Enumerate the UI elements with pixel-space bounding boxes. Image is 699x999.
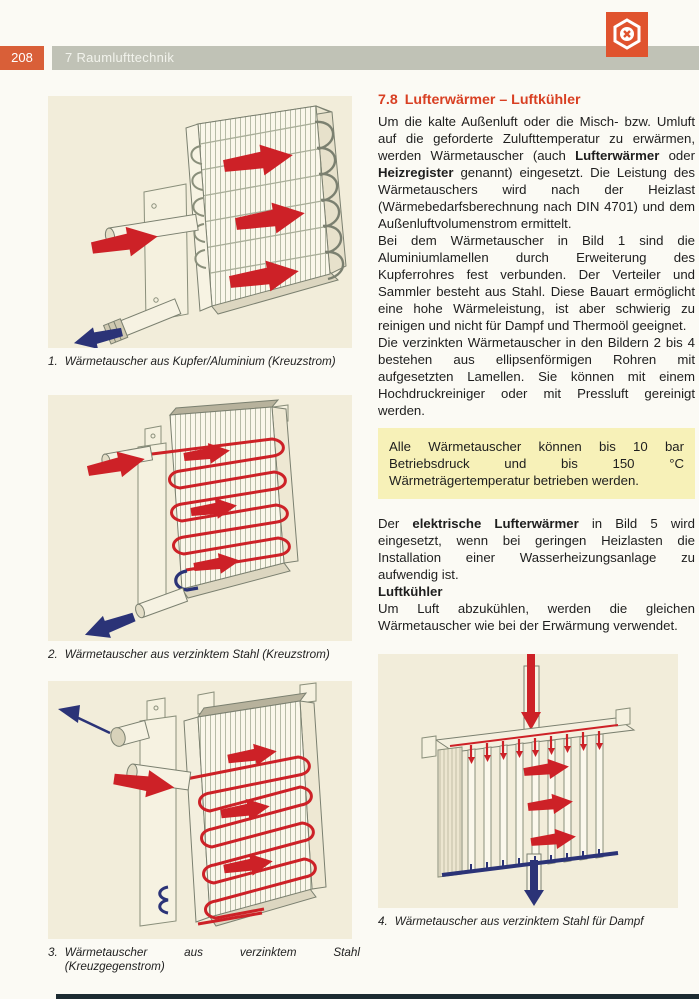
page-bottom-edge — [56, 994, 699, 999]
chapter-header-bar: 7 Raumlufttechnik — [52, 46, 699, 70]
figure-2-caption: 2. Wärmetauscher aus verzinktem Stahl (Kreuzstrom) — [48, 647, 330, 661]
figure-1-heat-exchanger-illustration — [48, 96, 360, 369]
paragraph-5: Um Luft abzukühlen, werden die gleichen Wärmetauscher wie bei der Erwärmung verwendet. — [378, 601, 695, 633]
figure-1-caption: 1. Wärmetauscher aus Kupfer/Aluminium (Kreuzstrom) — [48, 355, 336, 368]
section-heading: 7.8 Lufterwärmer – Luftkühler — [378, 92, 581, 108]
figure-4-caption: 4. Wärmetauscher aus verzinktem Stahl für Dampf — [378, 915, 644, 928]
figure-2-heat-exchanger-illustration — [48, 395, 360, 662]
paragraph-2: Bei dem Wärmetauscher in Bild 1 sind die Aluminiumlamellen durch Erweiterung des Kupferrohres fest verbunden. Der Verteiler und Sammler besteht aus Stahl. Diese Bauart ermöglicht eine hohe Wärmeleistung, ist aber schwierig zu reinigen und nicht für Dampf und Thermoöl geeignet. — [378, 233, 695, 333]
paragraph-1: Um die kalte Außenluft oder die Misch- bzw. Umluft auf die geforderte Zulufttemperatur zu erwärmen, werden Wärmetauscher (auch Lufterwärmer oder Heizregister genannt) eingesetzt. Die Leistung des Wärmetauschers wird nach der Heizlast (Wärmebedarfsberechnung nach DIN 4701) und dem Außenluftvolumenstrom ermittelt. — [378, 114, 695, 231]
left-figure-column — [48, 96, 360, 973]
article-column — [378, 92, 695, 929]
hex-x-icon — [606, 12, 648, 57]
figure-3-heat-exchanger-illustration — [48, 681, 360, 973]
paragraph-3: Die verzinkten Wärmetauscher in den Bildern 2 bis 4 bestehen aus ellipsenförmigen Rohren mit aufgesetzten Lamellen. Sie können mit einem Hochdruckreiniger oder mit Pressluft gereinigt werden. — [378, 335, 695, 418]
figure-3-caption: 3. Wärmetauscher aus verzinktem Stahl (Kreuzgegenstrom) — [48, 946, 360, 973]
subsection-heading: Luftkühler — [378, 584, 443, 599]
page-number: 208 — [0, 46, 44, 70]
figure-4-steam-heat-exchanger-illustration — [378, 654, 695, 929]
highlight-note-box: Alle Wärmetauscher können bis 10 bar Betriebsdruck und bis 150 °C Wärmeträgertemperatur betrieben werden. — [378, 428, 695, 499]
paragraph-4: Der elektrische Lufterwärmer in Bild 5 wird eingesetzt, wenn bei geringen Heizlasten die Installation einer Wasserheizungsanlage zu aufwendig ist. — [378, 516, 695, 582]
